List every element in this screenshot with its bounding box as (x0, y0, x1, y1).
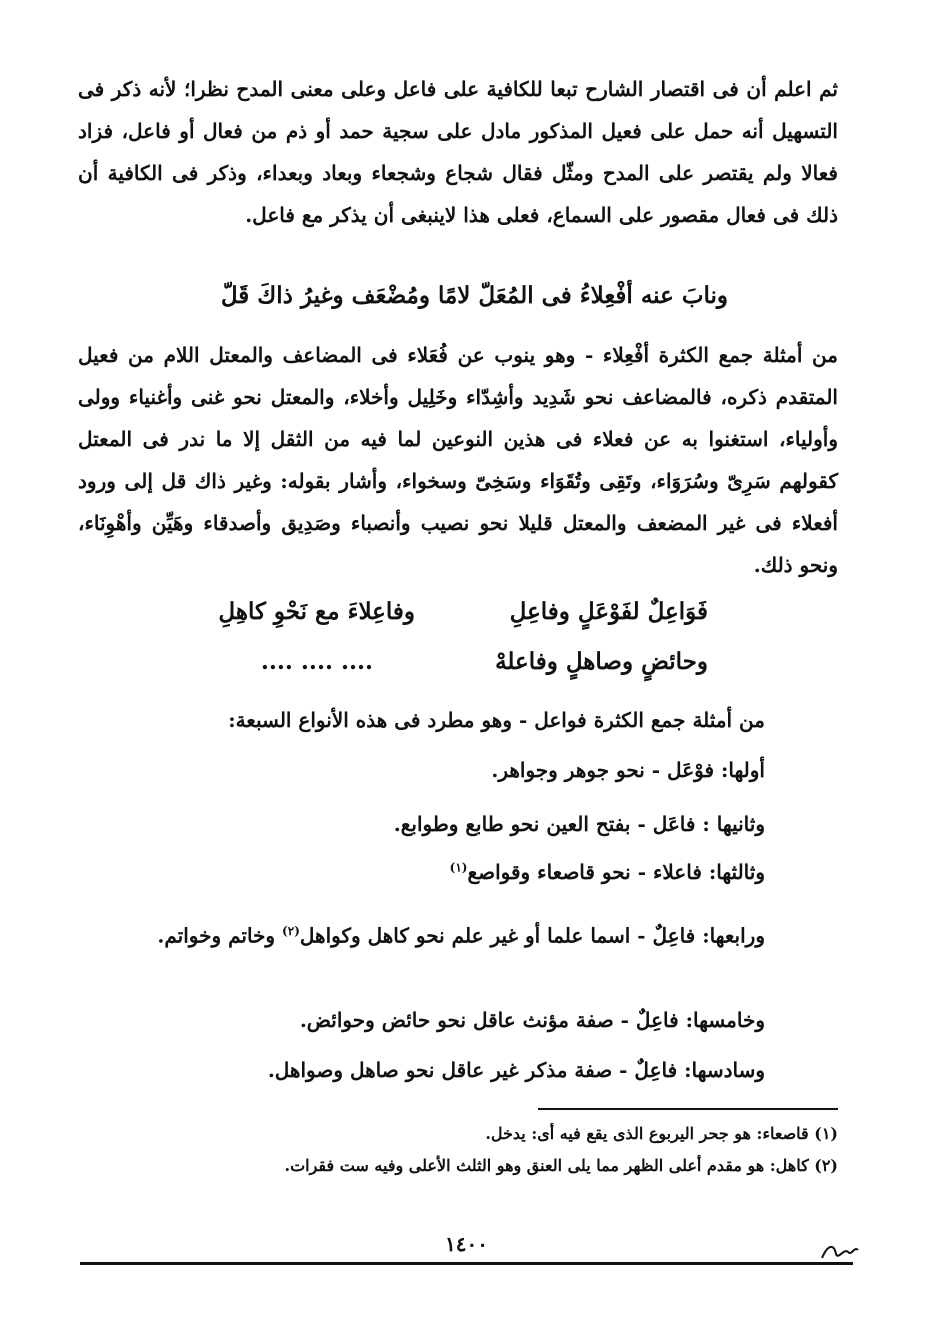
item-6: وسادسها: فاعِلٌ - صفة مذكر غير عاقل نحو صاهل وصواهل. (267, 1058, 765, 1082)
verse-2a-right: فَوَاعِلٌ لفَوْعَلٍ وفاعِلِ (509, 598, 708, 625)
paragraph-1: ثم اعلم أن فى اقتصار الشارح تبعا للكافية على فاعل وعلى معنى المدح نظرا؛ لأنه ذكر فى التسهيل أنه حمل على فعيل المذكور مادل على سجية حمد أو ذم من فعال أو فاعل، فزاد فعالا ولم يقتصر على المدح ومثّل فقال شجاع وشجعاء وبعاد وبعداء، وذكر فى الكافية أن ذلك فى فعال مقصور على السماع، فعلى هذا لاينبغى أن يذكر مع فاعل. (78, 77, 838, 227)
footnote-ref-1[interactable]: (١) (449, 860, 468, 875)
item-4-tail: وخاتم وخواتم. (157, 923, 276, 948)
footnote-divider (538, 1108, 838, 1110)
item-2: وثانيها : فاعَل - بفتح العين نحو طابع وطوابع. (393, 812, 765, 836)
intro-line: من أمثلة جمع الكثرة فواعل - وهو مطرد فى هذه الأنواع السبعة: (228, 708, 765, 732)
verse-1: ونابَ عنه أفْعِلاءُ فى المُعَلّ لامًا ومُضْعَف وغيرُ ذاكَ قَلّ (220, 282, 728, 309)
paragraph-2: من أمثلة جمع الكثرة أفْعِلاء - وهو ينوب عن فُعَلاء فى المضاعف والمعتل اللام من فعيل المتقدم ذكره، فالمضاعف نحو شَدِيد وأشِدّاء وخَلِيل وأخلاء، والمعتل نحو غنى وأغنياء وولى وأولياء، استغنوا به عن فعلاء فى هذين النوعين لما فيه من الثقل إلا ما ندر فى المعتل كقولهم سَرِىّ وسُرَوَاء، وتَقِى وتُقَوَاء وسَخِىّ وسخواء، وأشار بقوله: وغير ذاك قل إلى ورود أفعلاء فى غير المضعف والمعتل قليلا نحو نصيب وأنصباء وصَدِيق وأصدقاء وهَيِّن وأهْوِنَاء، ونحو ذلك. (78, 343, 838, 577)
item-3 (450, 860, 765, 884)
item-5: وخامسها: فاعِلٌ - صفة مؤنث عاقل نحو حائض وحوائض. (299, 1008, 765, 1032)
footnote-2: (٢) كاهل: هو مقدم أعلى الظهر مما يلى العنق وهو الثلث الأعلى وفيه ست فقرات. (284, 1156, 838, 1175)
item-1: أولها: فوْعَل - نحو جوهر وجواهر. (491, 758, 765, 782)
verse-2b-right: وحائضٍ وصاهلٍ وفاعلهْ (495, 648, 708, 675)
bottom-rule (80, 1262, 853, 1265)
item-4 (78, 910, 765, 957)
footnote-ref-2[interactable]: (٢) (282, 924, 300, 938)
footnote-1: (١) قاصعاء: هو جحر اليربوع الذى يقع فيه أى: يدخل. (485, 1124, 838, 1143)
verse-2b-left: .... .... .... (260, 648, 373, 675)
item-4-text: ورابعها: فاعِلٌ - اسما علما أو غير علم نحو كاهل وكواهل (299, 923, 765, 948)
item-3-text: وثالثها: فاعلاء - نحو قاصعاء وقواصع (467, 860, 765, 884)
verse-2a-left: وفاعِلاءَ مع نَحْوِ كاهِلِ (218, 598, 415, 625)
page-number: ١٤٠٠ (445, 1232, 488, 1256)
